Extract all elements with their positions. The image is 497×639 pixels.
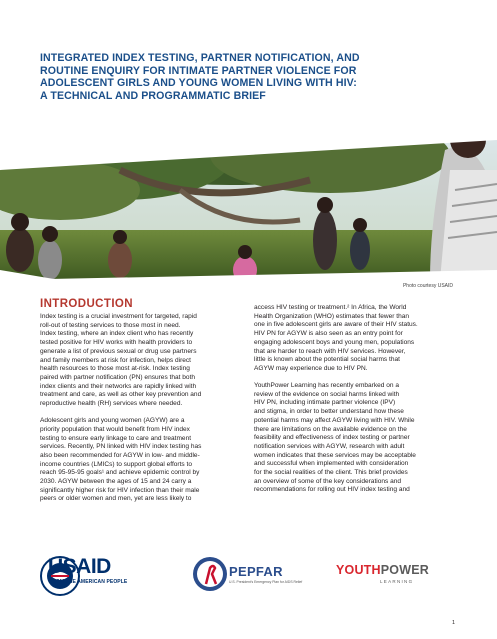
right-column <box>254 304 458 504</box>
text-line: Adolescent girls and young women (AGYW) are a <box>40 417 185 425</box>
text-line: generate a list of previous sexual or drug use partners <box>40 347 197 355</box>
title-line-3: ADOLESCENT GIRLS AND YOUNG WOMEN LIVING WITH HIV: <box>40 77 357 90</box>
youthpower-sub: LEARNING <box>380 579 414 584</box>
text-line: one in five adolescent girls are aware of their HIV status. <box>254 321 418 329</box>
text-line: income countries (LMICs) to support global efforts to <box>40 460 192 468</box>
text-line: engaging adolescent boys and young men, populations <box>254 338 415 346</box>
logo-strip <box>0 550 497 610</box>
text-line: there are limitations on the available evidence on the <box>254 425 407 433</box>
text-line: testing to ensure early linkage to care and treatment <box>40 434 192 442</box>
youthpower-grey: POWER <box>380 563 429 577</box>
text-line: HIV PN, including intimate partner violence (IPV) <box>254 399 396 407</box>
pepfar-tagline: U.S. President's Emergency Plan for AIDS Relief <box>229 580 303 584</box>
text-line: health resources to those most at-risk. Index testing <box>40 365 190 373</box>
text-line: recommendations for rolling out HIV index testing and <box>254 486 410 494</box>
document-title <box>40 52 460 102</box>
text-line: little is known about the potential social harms that <box>254 356 400 364</box>
text-line: and stigma, in order to better understand how these <box>254 408 404 416</box>
text-line: for the social realities of the client. This brief provides <box>254 469 408 477</box>
text-line: Index testing, where an index client who has recently <box>40 330 194 338</box>
text-line: notification services with AGYW, research with adult <box>254 442 405 450</box>
pepfar-ribbon-icon <box>192 556 228 592</box>
text-line: Index testing is a crucial investment for targeted, rapid <box>40 313 197 320</box>
text-line: review of the evidence on social harms linked with <box>254 390 400 398</box>
text-line: index clients and their networks are rapidly linked with <box>40 382 197 390</box>
text-line: access HIV testing or treatment.² In Africa, the World <box>254 304 407 311</box>
text-line: peers or older women and men, yet are less likely to <box>40 495 192 503</box>
text-line: HIV PN for AGYW is also seen as an entry point for <box>254 330 403 338</box>
photo-credit: Photo courtesy USAID <box>402 283 453 289</box>
page-number: 1 <box>451 620 455 626</box>
pepfar-logo-text: PEPFAR <box>229 564 283 579</box>
usaid-tagline: FROM THE AMERICAN PEOPLE <box>49 579 128 585</box>
title-line-2: ROUTINE ENQUIRY FOR INTIMATE PARTNER VIOLENCE FOR <box>40 64 357 77</box>
youthpower-logo-text <box>336 563 429 577</box>
text-line: and successful when implemented with consideration <box>254 460 409 468</box>
youthpower-red: YOUTH <box>336 563 381 577</box>
text-line: 2030. AGYW between the ages of 15 and 24 carry a <box>40 478 192 486</box>
cover-photo <box>0 110 497 280</box>
text-line: that are harder to reach with HIV services. However, <box>254 347 406 355</box>
text-line: an overview of some of the key considerations and <box>254 477 402 485</box>
text-line: Health Organization (WHO) estimates that fewer than <box>254 312 410 320</box>
left-paragraph-2 <box>40 417 245 504</box>
text-line: treatment and care, as well as other key prevention and <box>40 391 202 399</box>
text-line: priority population that would benefit from HIV index <box>40 425 190 433</box>
title-line-4: A TECHNICAL AND PROGRAMMATIC BRIEF <box>40 89 266 102</box>
text-line: tested positive for HIV works with health providers to <box>40 339 193 347</box>
intro-heading: INTRODUCTION <box>40 298 133 310</box>
usaid-logo-text: USAID <box>48 555 111 578</box>
text-line: reach 95-95-95 goals¹ and achieve epidemic control by <box>40 469 200 477</box>
text-line: reproductive health (RH) services where needed. <box>40 400 183 408</box>
text-line: women indicates that these services may be acceptable <box>254 451 416 459</box>
text-line: also been recommended for AGYW in low- and middle- <box>40 451 200 459</box>
text-line: and family members at risk for infection, helps direct <box>40 356 192 364</box>
text-line: services. Recently, PN linked with HIV index testing has <box>40 443 202 451</box>
text-line: potential harms may affect AGYW living with HIV. While <box>254 416 415 424</box>
left-paragraph-1 <box>40 313 245 409</box>
left-column <box>40 313 245 513</box>
right-paragraph-2 <box>254 382 458 495</box>
text-line: paired with partner notification (PN) ensures that both <box>40 373 196 381</box>
title-line-1: INTEGRATED INDEX TESTING, PARTNER NOTIFICATION, AND <box>40 52 360 64</box>
text-line: AGYW may experience due to HIV PN. <box>254 364 368 372</box>
right-paragraph-1 <box>254 304 458 374</box>
text-line: significantly higher risk for HIV infection than their male <box>40 486 200 494</box>
cover-photo-illustration <box>0 110 497 280</box>
text-line: feasibility and effectiveness of index testing or partner <box>254 434 410 442</box>
text-line: roll-out of testing services to those most in need. <box>40 321 181 329</box>
text-line: YouthPower Learning has recently embarked on a <box>254 382 399 390</box>
